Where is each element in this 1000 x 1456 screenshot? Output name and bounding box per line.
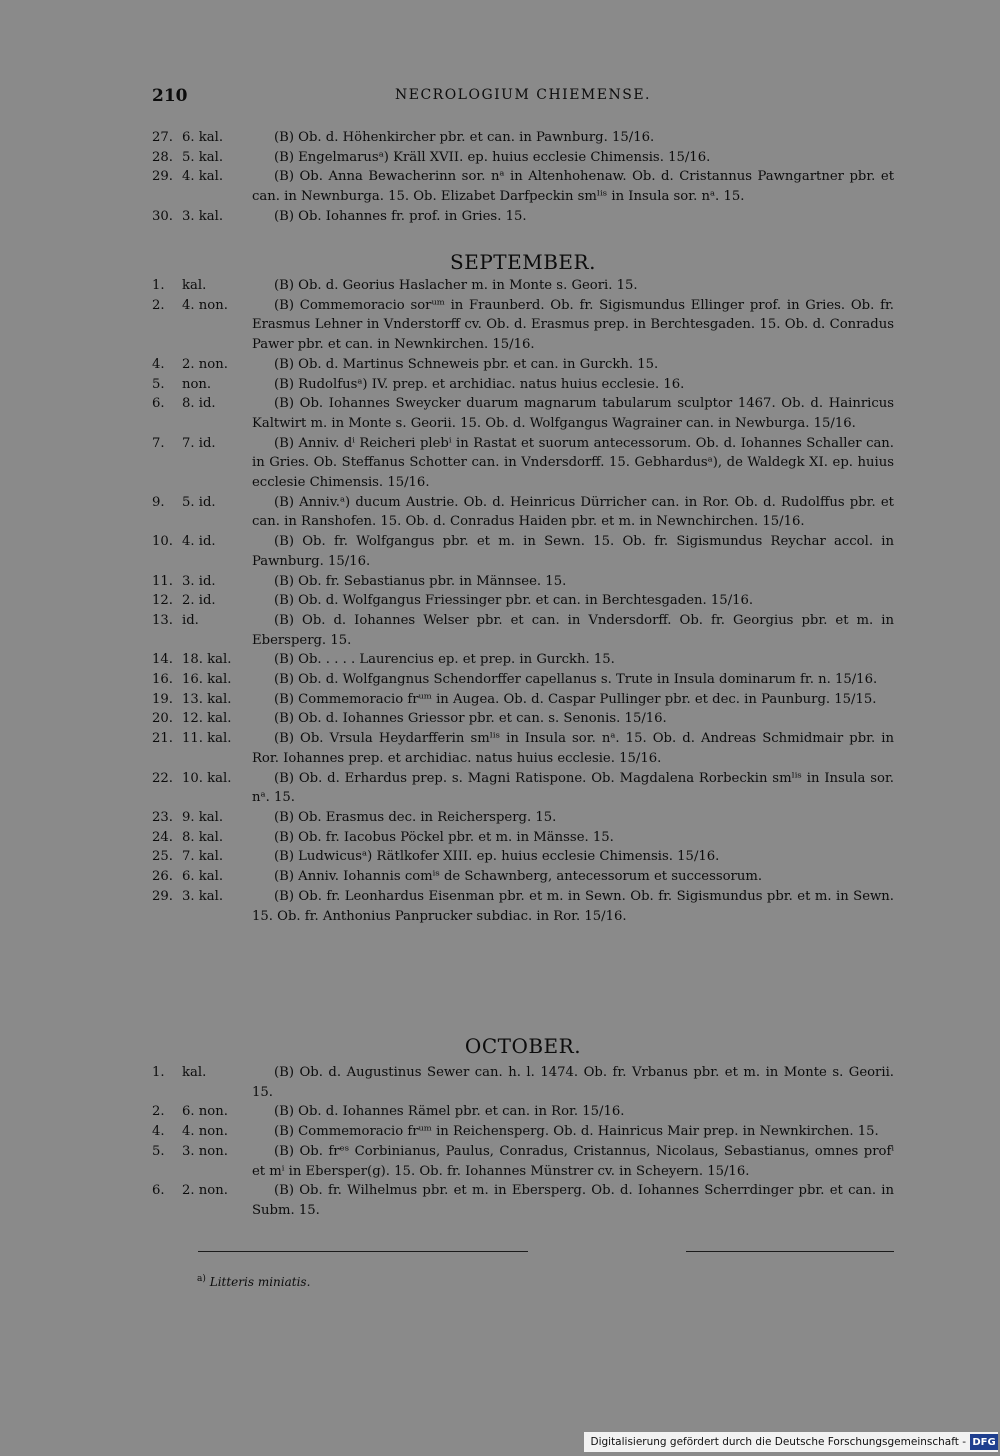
- entry-text: (B) Anniv. Iohannis comⁱˢ de Schawnberg, antecessorum et successorum.: [274, 869, 763, 885]
- entry-day-number: 1.: [152, 1065, 165, 1080]
- entry-day-number: 14.: [152, 652, 173, 668]
- entry-day-number: 29.: [152, 169, 173, 185]
- entry-text: (B) Engelmarusᵃ) Kräll XVII. ep. huius ecclesie Chimensis. 15/16.: [274, 149, 711, 165]
- entry-text: (B) Ob. d. Augustinus Sewer can. h. l. 1474. Ob. fr. Vrbanus pbr. et m. in Monte s. Georii. 15.: [252, 1065, 894, 1100]
- entry-day-number: 10.: [152, 534, 173, 550]
- entry-roman-date: 2. non.: [182, 1183, 228, 1199]
- month-heading-october: OCTOBER.: [464, 1034, 582, 1058]
- necrology-entry: [152, 769, 894, 808]
- entry-text: (B) Ob. fr. Iacobus Pöckel pbr. et m. in Mänsse. 15.: [274, 829, 614, 845]
- entry-text: (B) Ob. Iohannes fr. prof. in Gries. 15.: [274, 208, 527, 224]
- entry-roman-date: 2. non.: [182, 356, 228, 372]
- necrology-entry: [152, 611, 894, 650]
- entry-day-number: 13.: [152, 612, 173, 628]
- entry-day-number: 12.: [152, 593, 173, 609]
- entry-text: (B) Anniv. dⁱ Reicheri plebⁱ in Rastat et suorum antecessorum. Ob. d. Iohannes Schaller can. in Gries. Ob. Steffanus Schotter can. in Vndersdorff. 15. Gebhardusᵃ), de Waldegk XI. ep. huius ecclesie Chimensis. 15/16.: [252, 435, 894, 491]
- footnote: [197, 1274, 310, 1289]
- entry-day-number: 26.: [152, 869, 173, 885]
- necrology-entry: [152, 867, 894, 887]
- entry-roman-date: non.: [182, 376, 212, 392]
- entry-day-number: 27.: [152, 130, 173, 145]
- necrology-entry: [152, 167, 894, 206]
- entry-roman-date: 3. non.: [182, 1143, 228, 1159]
- entry-text: (B) Anniv.ᵃ) ducum Austrie. Ob. d. Heinricus Dürricher can. in Ror. Ob. d. Rudolffus pbr. et can. in Ranshofen. 15. Ob. d. Conradus Haiden pbr. et m. in Newnchirchen. 15/16.: [252, 494, 894, 530]
- entry-day-number: 24.: [152, 829, 173, 845]
- necrology-entry: [152, 1181, 894, 1220]
- separator-rule-left: [198, 1251, 528, 1252]
- entry-roman-date: kal.: [182, 278, 207, 293]
- entry-day-number: 6.: [152, 1183, 165, 1199]
- entry-text: (B) Ob. fr. Wolfgangus pbr. et m. in Sewn. 15. Ob. fr. Sigismundus Reychar accol. in Pawnburg. 15/16.: [252, 534, 894, 569]
- entry-text: (B) Ob. Vrsula Heydarfferin smˡⁱˢ in Insula sor. nᵃ. 15. Ob. d. Andreas Schmidmair pbr. in Ror. Iohannes prep. et archidiac. natus huius ecclesie. 15/16.: [252, 731, 894, 766]
- entry-day-number: 28.: [152, 149, 173, 165]
- necrology-entry: [152, 493, 894, 532]
- entry-text: (B) Rudolfusᵃ) IV. prep. et archidiac. natus huius ecclesie. 16.: [274, 376, 685, 392]
- entry-text: (B) Ob. d. Iohannes Griessor pbr. et can. s. Senonis. 15/16.: [274, 711, 667, 727]
- entry-roman-date: 11. kal.: [182, 731, 232, 747]
- entry-text: (B) Ob. fr. Leonhardus Eisenman pbr. et m. in Sewn. Ob. fr. Sigismundus pbr. et m. in Sewn. 15. Ob. fr. Anthonius Panprucker subdiac. in Ror. 15/16.: [252, 888, 894, 924]
- entry-roman-date: 18. kal.: [182, 652, 232, 668]
- entry-roman-date: 13. kal.: [182, 691, 232, 707]
- entry-day-number: 30.: [152, 208, 173, 224]
- entry-text: (B) Ob. d. Höhenkircher pbr. et can. in Pawnburg. 15/16.: [274, 130, 655, 145]
- entry-day-number: 1.: [152, 278, 165, 293]
- entry-roman-date: 7. kal.: [182, 849, 224, 865]
- entry-roman-date: 8. kal.: [182, 829, 224, 845]
- entry-roman-date: 7. id.: [182, 435, 216, 451]
- separator-rule-right: [686, 1251, 894, 1252]
- entry-day-number: 25.: [152, 849, 173, 865]
- entry-text: (B) Ob. d. Erhardus prep. s. Magni Ratispone. Ob. Magdalena Rorbeckin smˡⁱˢ in Insula sor. nᵃ. 15.: [252, 770, 894, 806]
- entry-text: (B) Ob. d. Iohannes Rämel pbr. et can. in Ror. 15/16.: [274, 1104, 625, 1120]
- entry-day-number: 6.: [152, 396, 165, 412]
- entry-roman-date: 10. kal.: [182, 770, 232, 786]
- necrology-entry: [152, 148, 894, 168]
- entry-text: (B) Ob. . . . . Laurencius ep. et prep. in Gurckh. 15.: [274, 652, 615, 668]
- entry-text: (B) Ob. frᵉˢ Corbinianus, Paulus, Conradus, Cristannus, Nicolaus, Sebastianus, omnes profⁱ et mⁱ in Ebersper(g). 15. Ob. fr. Iohannes Münstrer cv. in Scheyern. 15/16.: [252, 1143, 894, 1179]
- entry-day-number: 22.: [152, 770, 173, 786]
- entry-day-number: 16.: [152, 672, 173, 688]
- entry-day-number: 5.: [152, 376, 165, 392]
- entry-text: (B) Ob. Anna Bewacherinn sor. nᵃ in Altenhohenaw. Ob. d. Cristannus Pawngartner pbr. et can. in Newnburga. 15. Ob. Elizabet Darfpeckin smˡⁱˢ in Insula sor. nᵃ. 15.: [252, 169, 894, 205]
- necrology-entry: [152, 847, 894, 867]
- entry-roman-date: 4. id.: [182, 534, 216, 550]
- entry-day-number: 9.: [152, 494, 165, 510]
- entry-roman-date: 4. non.: [182, 1124, 228, 1140]
- entry-roman-date: 5. kal.: [182, 149, 224, 165]
- entry-day-number: 4.: [152, 356, 165, 372]
- entry-day-number: 4.: [152, 1124, 165, 1140]
- entry-day-number: 7.: [152, 435, 165, 451]
- entry-roman-date: 2. id.: [182, 593, 216, 609]
- necrology-entry: [152, 375, 894, 395]
- august-entries: [152, 128, 894, 227]
- page-header: [152, 86, 894, 110]
- entry-text: (B) Ludwicusᵃ) Rätlkofer XIII. ep. huius ecclesie Chimensis. 15/16.: [274, 849, 720, 865]
- entry-text: (B) Ob. Erasmus dec. in Reichersperg. 15.: [274, 809, 557, 825]
- necrology-entry: [152, 808, 894, 828]
- entry-text: (B) Ob. d. Iohannes Welser pbr. et can. in Vndersdorff. Ob. fr. Georgius pbr. et m. in Ebersperg. 15.: [252, 612, 894, 648]
- entry-roman-date: 3. id.: [182, 573, 216, 589]
- entry-day-number: 29.: [152, 888, 173, 904]
- footnote-text: Litteris miniatis.: [209, 1275, 311, 1289]
- necrology-entry: [152, 207, 894, 227]
- necrology-entry: [152, 1122, 894, 1142]
- necrology-entry: [152, 729, 894, 768]
- october-entries: [152, 1063, 894, 1221]
- entry-text: (B) Ob. fr. Sebastianus pbr. in Männsee. 15.: [274, 573, 567, 589]
- dfg-footer-bar: [584, 1432, 998, 1452]
- dfg-logo[interactable]: DFG: [970, 1434, 998, 1450]
- entry-day-number: 2.: [152, 1104, 165, 1120]
- necrology-entry: [152, 434, 894, 493]
- entry-day-number: 2.: [152, 297, 165, 313]
- necrology-entry: [152, 572, 894, 592]
- entry-roman-date: 9. kal.: [182, 809, 224, 825]
- necrology-entry: [152, 1102, 894, 1122]
- entry-day-number: 20.: [152, 711, 173, 727]
- necrology-entry: [152, 1063, 894, 1102]
- september-entries: [152, 276, 894, 926]
- entry-day-number: 5.: [152, 1143, 165, 1159]
- necrology-entry: [152, 296, 894, 355]
- necrology-entry: [152, 128, 894, 148]
- entry-day-number: 19.: [152, 691, 173, 707]
- entry-roman-date: 6. non.: [182, 1104, 228, 1120]
- necrology-entry: [152, 591, 894, 611]
- entry-text: (B) Ob. d. Wolfgangus Friessinger pbr. et can. in Berchtesgaden. 15/16.: [274, 593, 754, 609]
- entry-roman-date: 12. kal.: [182, 711, 232, 727]
- necrology-entry: [152, 1142, 894, 1181]
- entry-roman-date: 6. kal.: [182, 869, 224, 885]
- entry-text: (B) Commemoracio sorᵘᵐ in Fraunberd. Ob. fr. Sigismundus Ellinger prof. in Gries. Ob. fr. Erasmus Lehner in Vnderstorff cv. Ob. d. Erasmus prep. in Berchtesgaden. 15. Ob. d. Conradus Pawer pbr. et can. in Newnkirchen. 15/16.: [252, 297, 894, 353]
- necrology-entry: [152, 828, 894, 848]
- running-title: NECROLOGIUM CHIEMENSE.: [394, 87, 651, 103]
- necrology-entry: [152, 532, 894, 571]
- entry-text: (B) Ob. d. Georius Haslacher m. in Monte s. Geori. 15.: [274, 278, 638, 293]
- entry-day-number: 21.: [152, 731, 173, 747]
- dfg-credit-text: Digitalisierung gefördert durch die Deutsche Forschungsgemeinschaft -: [590, 1436, 966, 1448]
- entry-roman-date: 3. kal.: [182, 208, 224, 224]
- page-number: 210: [152, 86, 188, 106]
- footnote-marker: a): [197, 1274, 206, 1284]
- necrology-entry: [152, 709, 894, 729]
- entry-day-number: 11.: [152, 573, 173, 589]
- necrology-entry: [152, 650, 894, 670]
- entry-roman-date: 4. non.: [182, 297, 228, 313]
- necrology-entry: [152, 690, 894, 710]
- entry-roman-date: 6. kal.: [182, 130, 224, 145]
- necrology-entry: [152, 394, 894, 433]
- necrology-entry: [152, 276, 894, 296]
- entry-day-number: 23.: [152, 809, 173, 825]
- necrology-entry: [152, 887, 894, 926]
- entry-roman-date: 8. id.: [182, 396, 216, 412]
- entry-roman-date: id.: [182, 612, 199, 628]
- entry-roman-date: 3. kal.: [182, 888, 224, 904]
- entry-text: (B) Ob. d. Wolfgangnus Schendorffer capellanus s. Trute in Insula dominarum fr. n. 15/16.: [274, 672, 878, 688]
- entry-roman-date: 16. kal.: [182, 672, 232, 688]
- entry-roman-date: 5. id.: [182, 494, 216, 510]
- entry-text: (B) Commemoracio frᵘᵐ in Augea. Ob. d. Caspar Pullinger pbr. et dec. in Paunburg. 15/15.: [274, 691, 877, 707]
- necrology-entry: [152, 670, 894, 690]
- necrology-entry: [152, 355, 894, 375]
- entry-roman-date: 4. kal.: [182, 169, 224, 185]
- entry-text: (B) Ob. d. Martinus Schneweis pbr. et can. in Gurckh. 15.: [274, 356, 659, 372]
- entry-text: (B) Ob. fr. Wilhelmus pbr. et m. in Ebersperg. Ob. d. Iohannes Scherrdinger pbr. et can. in Subm. 15.: [252, 1183, 894, 1218]
- entry-text: (B) Ob. Iohannes Sweycker duarum magnarum tabularum sculptor 1467. Ob. d. Hainricus Kaltwirt m. in Monte s. Georii. 15. Ob. d. Wolfgangus Wagrainer can. in Newburga. 15/16.: [252, 396, 894, 431]
- month-heading-september: SEPTEMBER.: [450, 250, 596, 274]
- entry-roman-date: kal.: [182, 1065, 207, 1080]
- entry-text: (B) Commemoracio frᵘᵐ in Reichensperg. Ob. d. Hainricus Mair prep. in Newnkirchen. 15.: [274, 1124, 879, 1140]
